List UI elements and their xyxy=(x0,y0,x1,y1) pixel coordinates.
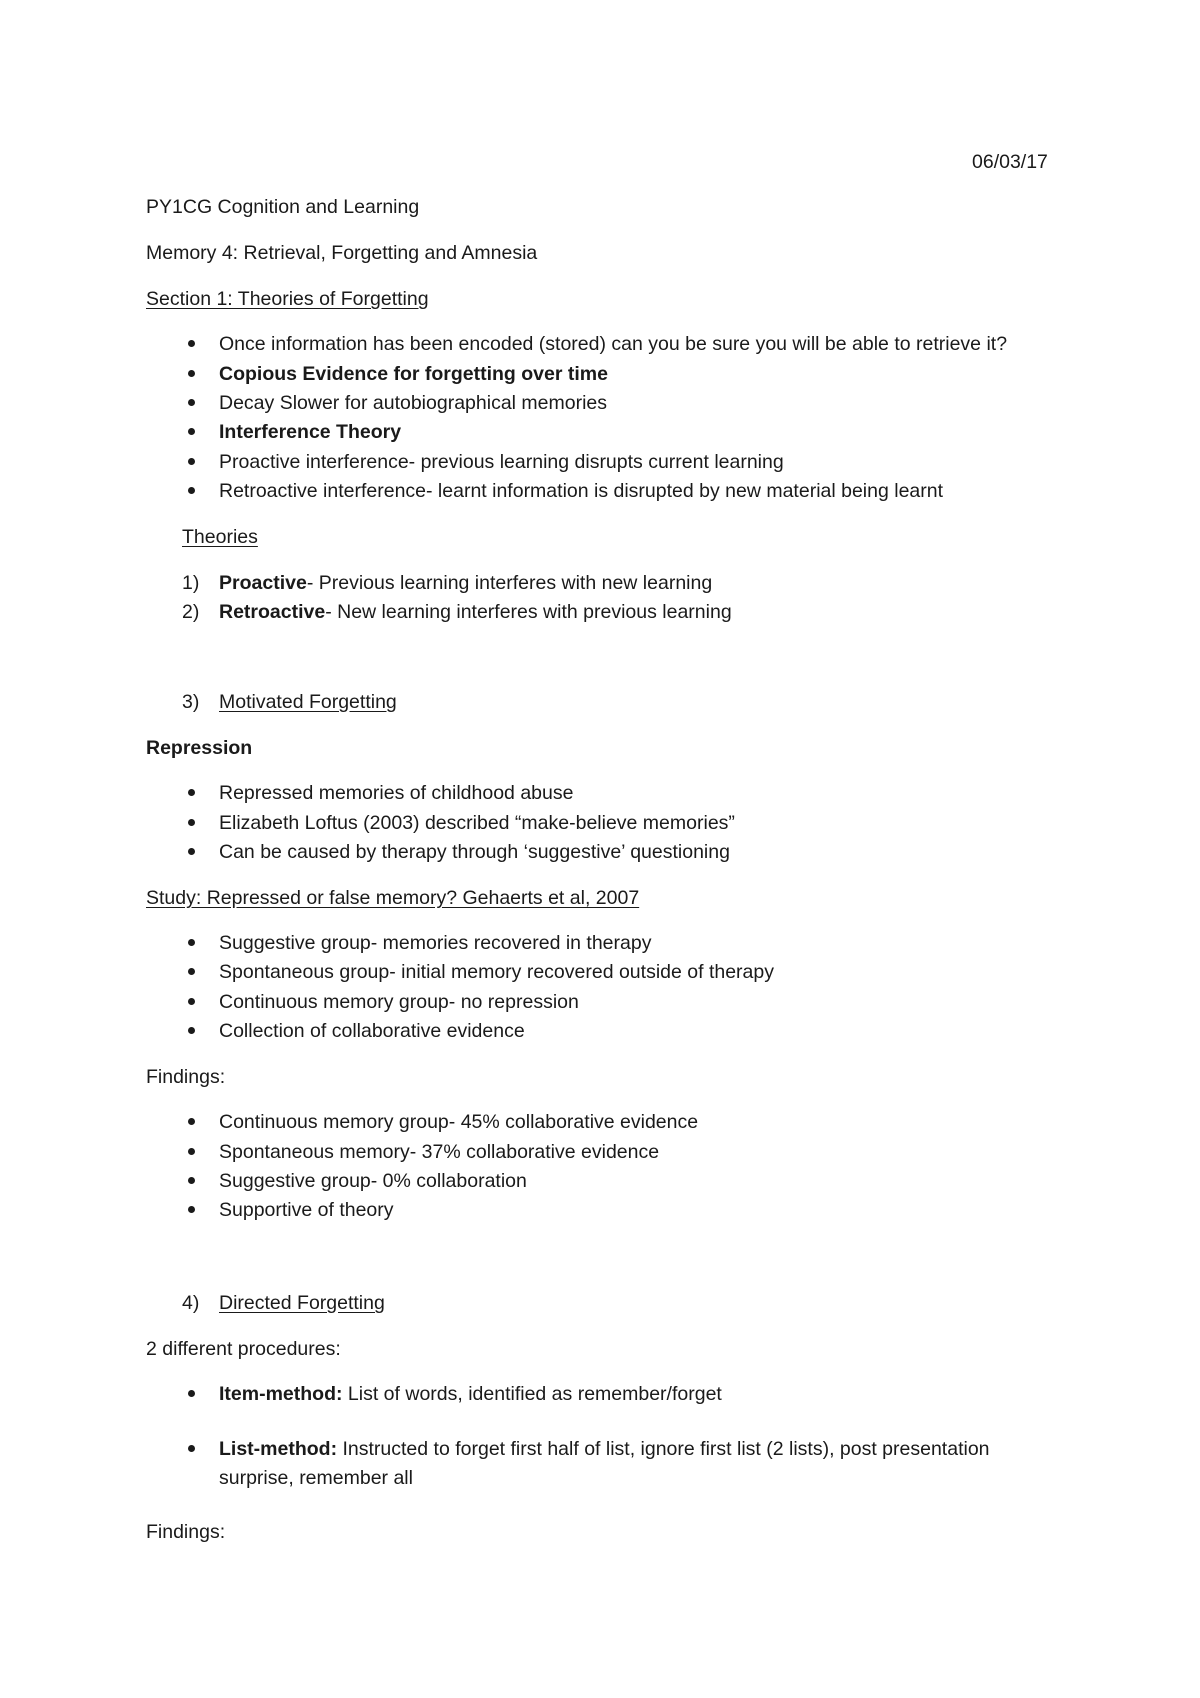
bullet-icon xyxy=(188,819,195,826)
list-item: Spontaneous memory- 37% collaborative evidence xyxy=(219,1141,660,1163)
theory-item xyxy=(219,600,732,624)
list-item: Interference Theory xyxy=(219,421,402,443)
method-description: Instructed to forget first half of list, ignore first list (2 lists), post presentation xyxy=(337,1438,990,1460)
method-term: Item-method: xyxy=(219,1383,343,1405)
method-term: List-method: xyxy=(219,1438,338,1460)
list-item: Suggestive group- 0% collaboration xyxy=(219,1170,527,1192)
list-item: Continuous memory group- no repression xyxy=(219,991,579,1013)
list-number: 3) xyxy=(182,691,200,713)
bullet-icon xyxy=(188,458,195,465)
theory-description: - New learning interferes with previous learning xyxy=(325,601,732,623)
list-item xyxy=(219,1437,990,1461)
list-item: Spontaneous group- initial memory recovered outside of therapy xyxy=(219,961,774,983)
bullet-icon xyxy=(188,340,195,347)
directed-heading: Directed Forgetting xyxy=(219,1292,385,1314)
lecture-title: Memory 4: Retrieval, Forgetting and Amnesia xyxy=(146,242,538,264)
bullet-icon xyxy=(188,1027,195,1034)
bullet-icon xyxy=(188,487,195,494)
study-heading: Study: Repressed or false memory? Gehaerts et al, 2007 xyxy=(146,887,640,909)
bullet-icon xyxy=(188,370,195,377)
theory-description: - Previous learning interferes with new learning xyxy=(306,572,713,594)
date: 06/03/17 xyxy=(972,151,1048,173)
bullet-icon xyxy=(188,399,195,406)
list-item: Elizabeth Loftus (2003) described “make-believe memories” xyxy=(219,812,735,834)
bullet-icon xyxy=(188,428,195,435)
list-number: 1) xyxy=(182,572,200,594)
list-item: Proactive interference- previous learning disrupts current learning xyxy=(219,451,784,473)
list-item: Repressed memories of childhood abuse xyxy=(219,782,574,804)
bullet-icon xyxy=(188,1177,195,1184)
bullet-icon xyxy=(188,1148,195,1155)
bullet-icon xyxy=(188,1390,195,1397)
list-item: Collection of collaborative evidence xyxy=(219,1020,525,1042)
bullet-icon xyxy=(188,968,195,975)
theory-item xyxy=(219,571,712,595)
list-item xyxy=(219,1382,722,1406)
section1-heading: Section 1: Theories of Forgetting xyxy=(146,288,429,310)
motivated-heading: Motivated Forgetting xyxy=(219,691,397,713)
theory-term: Proactive xyxy=(219,572,307,594)
list-item: Supportive of theory xyxy=(219,1199,394,1221)
bullet-icon xyxy=(188,998,195,1005)
list-item: Once information has been encoded (stored) can you be sure you will be able to retrieve it? xyxy=(219,333,1008,355)
bullet-icon xyxy=(188,1206,195,1213)
method-description: List of words, identified as remember/forget xyxy=(342,1383,722,1405)
bullet-icon xyxy=(188,848,195,855)
list-item-continuation: surprise, remember all xyxy=(219,1467,413,1489)
theory-term: Retroactive xyxy=(219,601,326,623)
list-item: Continuous memory group- 45% collaborative evidence xyxy=(219,1111,699,1133)
findings-heading: Findings: xyxy=(146,1521,226,1543)
bullet-icon xyxy=(188,1118,195,1125)
bullet-icon xyxy=(188,789,195,796)
procedures-label: 2 different procedures: xyxy=(146,1338,341,1360)
bullet-icon xyxy=(188,939,195,946)
list-item: Copious Evidence for forgetting over time xyxy=(219,363,608,385)
list-number: 2) xyxy=(182,601,200,623)
list-item: Retroactive interference- learnt information is disrupted by new material being learnt xyxy=(219,480,944,502)
bullet-icon xyxy=(188,1445,195,1452)
repression-heading: Repression xyxy=(146,737,253,759)
list-number: 4) xyxy=(182,1292,200,1314)
list-item: Decay Slower for autobiographical memories xyxy=(219,392,608,414)
list-item: Suggestive group- memories recovered in therapy xyxy=(219,932,652,954)
course-title: PY1CG Cognition and Learning xyxy=(146,196,420,218)
list-item: Can be caused by therapy through ‘suggestive’ questioning xyxy=(219,841,730,863)
theories-heading: Theories xyxy=(182,526,258,548)
findings-heading: Findings: xyxy=(146,1066,226,1088)
